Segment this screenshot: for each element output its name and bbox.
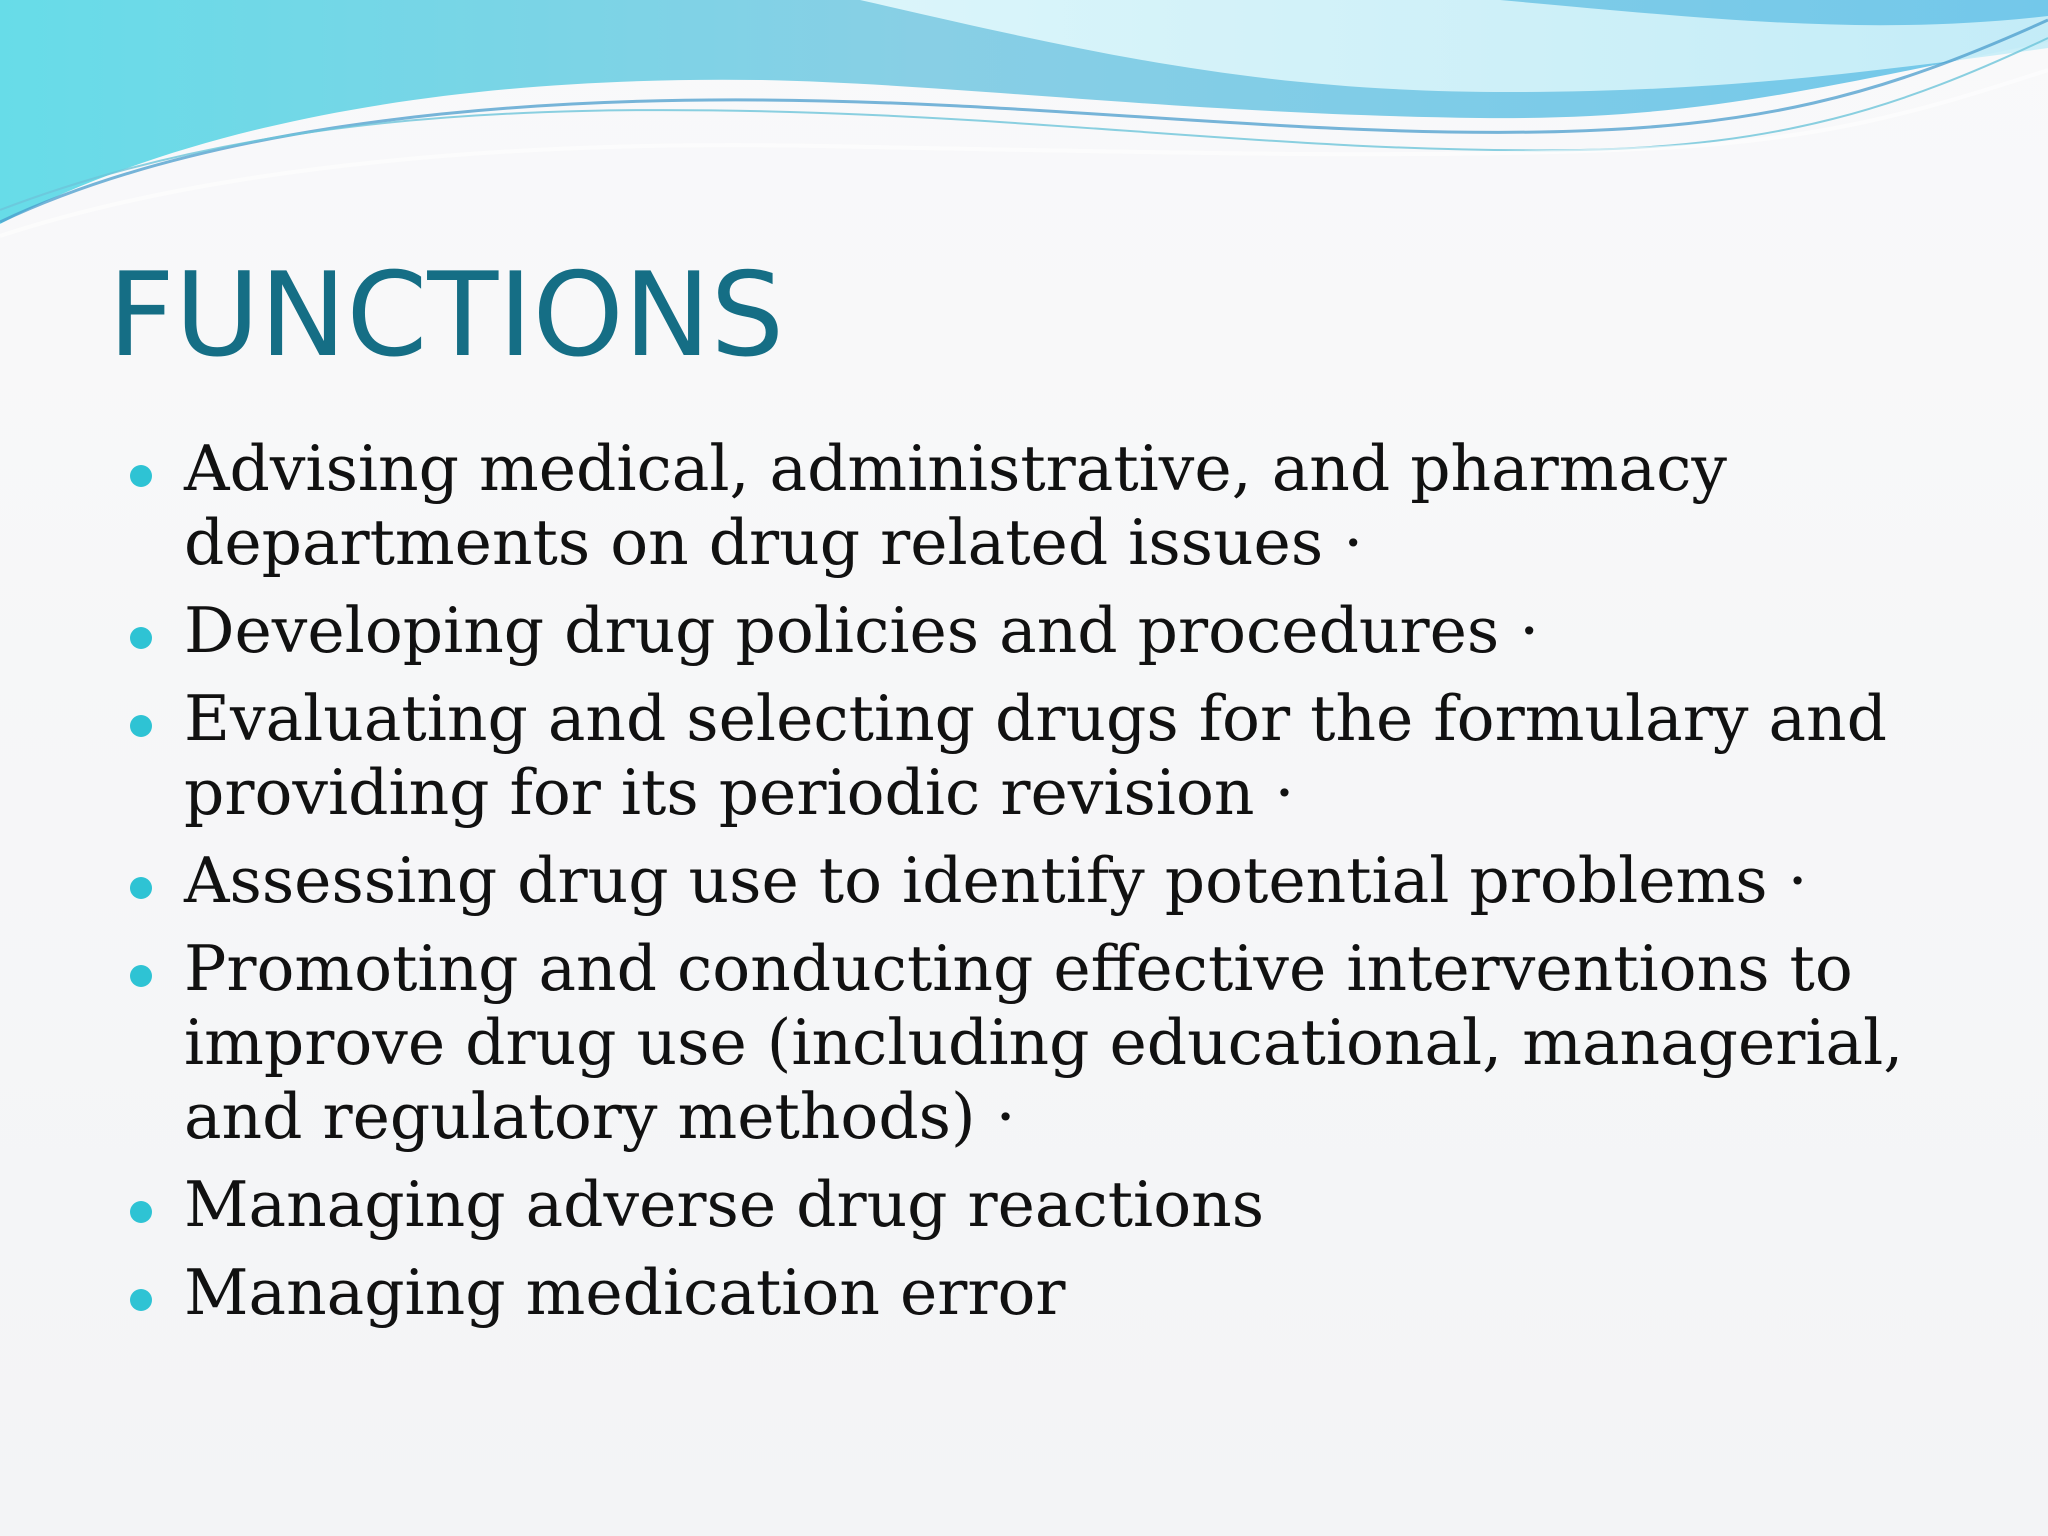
bullet-item (184, 1168, 1984, 1242)
bullet-icon (130, 1201, 152, 1223)
decorative-wave-header (0, 0, 2048, 260)
bullet-icon (130, 1289, 152, 1311)
bullet-text: Evaluating and selecting drugs for the formulary and providing for its periodic revision · (184, 682, 1887, 829)
bullet-item (184, 594, 1984, 668)
bullet-item (184, 682, 1984, 830)
bullet-text: Developing drug policies and procedures · (184, 594, 1540, 667)
bullet-text: Assessing drug use to identify potential problems · (184, 844, 1808, 917)
bullet-item (184, 432, 1984, 580)
bullet-icon (130, 627, 152, 649)
bullet-item (184, 1256, 1984, 1330)
bullet-icon (130, 965, 152, 987)
bullet-icon (130, 877, 152, 899)
bullet-text: Advising medical, administrative, and pharmacy departments on drug related issues · (184, 432, 1727, 579)
bullet-text: Managing adverse drug reactions (184, 1168, 1265, 1241)
bullet-item (184, 844, 1984, 918)
bullet-item (184, 932, 1984, 1154)
bullet-text: Promoting and conducting effective interventions to improve drug use (including educational, managerial, and regulatory methods) · (184, 932, 1904, 1153)
bullet-text: Managing medication error (184, 1256, 1066, 1329)
bullet-icon (130, 465, 152, 487)
bullet-list (184, 432, 1984, 1344)
slide-title: FUNCTIONS (108, 248, 785, 383)
bullet-icon (130, 715, 152, 737)
